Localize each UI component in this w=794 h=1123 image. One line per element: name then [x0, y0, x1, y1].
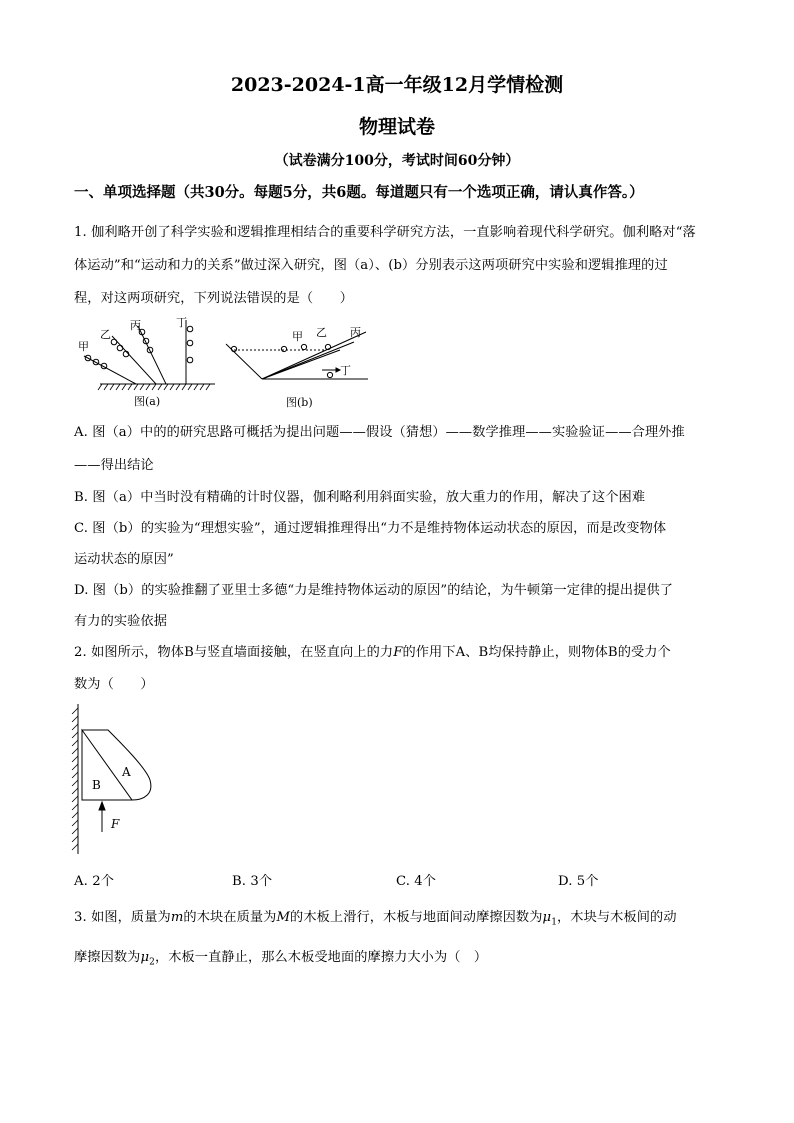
figure-q2	[66, 702, 166, 860]
q1-stem-line1: 1. 伽利略开创了科学实验和逻辑推理相结合的重要科学研究方法，一直影响着现代科学研究。伽利略对“落	[74, 225, 696, 240]
label-force-f: F	[111, 817, 120, 831]
q1-option-d-line2: 有力的实验依据	[74, 614, 168, 629]
q1-option-c-line1: C. 图（b）的实验为“理想实验”，通过逻辑推理得出“力不是维持物体运动状态的原因，而是改变物体	[74, 521, 667, 536]
section-heading: 一、单项选择题（共30分。每题5分，共6题。每道题只有一个选项正确，请认真作答。）	[74, 184, 644, 201]
q3-stem-line2	[74, 946, 487, 968]
q3-mass-M: M	[276, 910, 291, 925]
q1-option-c-line2: 运动状态的原因”	[74, 552, 174, 567]
q2-stem-text-a: 2. 如图所示，物体B与竖直墙面接触，在竖直向上的力	[74, 645, 394, 660]
fig-a-label-jia: 甲	[78, 340, 89, 353]
q3-mu2-sub: 2	[149, 957, 155, 968]
q1-stem-line3: 程，对这两项研究，下列说法错误的是（ ）	[74, 291, 354, 306]
q2-option-d: D. 5个	[558, 874, 599, 889]
q3-mu1-sub: 1	[551, 917, 558, 928]
fig-a-label-yi: 乙	[100, 328, 111, 341]
fig-a-label-bing: 丙	[130, 319, 141, 332]
figure-b	[222, 318, 372, 412]
q2-option-b: B. 3个	[232, 874, 273, 889]
figure-a	[70, 312, 220, 412]
fig-b-caption: 图(b)	[286, 396, 313, 409]
exam-title: 2023-2024-1高一年级12月学情检测	[230, 74, 564, 96]
q3-stem-line1	[74, 906, 677, 928]
q2-option-c: C. 4个	[396, 874, 437, 889]
q3-mass-m: m	[170, 910, 184, 925]
exam-subtitle: 物理试卷	[358, 116, 435, 138]
fig-a-label-ding: 丁	[176, 316, 187, 329]
q1-stem-line2: 体运动”和“运动和力的关系”做过深入研究，图（a）、(b）分别表示这两项研究中实验和逻辑推理的过	[74, 258, 668, 273]
fig-b-label-yi: 乙	[316, 326, 327, 339]
fig-b-label-bing: 丙	[350, 326, 361, 339]
q2-force-symbol: F	[393, 645, 403, 660]
q3-text-4: ，木块与木板间的动	[557, 910, 677, 925]
fig-b-label-jia: 甲	[292, 330, 303, 343]
q1-option-b: B. 图（a）中当时没有精确的计时仪器，伽利略利用斜面实验，放大重力的作用，解决了这个困难	[74, 490, 646, 505]
exam-note: （试卷满分100分，考试时间60分钟）	[274, 153, 520, 169]
q3-text-3: 的木板上滑行，木板与地面间动摩擦因数为	[290, 910, 543, 925]
q2-stem-line1	[74, 641, 671, 660]
q3-text-2: 的木块在质量为	[183, 910, 277, 925]
q3-text-1: 3. 如图，质量为	[74, 910, 171, 925]
q2-stem-text-b: 的作用下A、B均保持静止，则物体B的受力个	[402, 645, 671, 660]
q1-option-d-line1: D. 图（b）的实验推翻了亚里士多德“力是维持物体运动的原因”的结论，为牛顿第一定律的提出提供了	[74, 583, 674, 598]
q1-option-a-line1: A. 图（a）中的的研究思路可概括为提出问题——假设（猜想）——数学推理——实验验证——合理外推	[74, 425, 685, 440]
q2-stem-line2: 数为（ ）	[74, 677, 154, 692]
q3-text-5: 摩擦因数为	[74, 950, 141, 965]
q1-option-a-line2: ——得出结论	[74, 458, 154, 473]
label-block-a: A	[122, 765, 131, 779]
q3-mu1: μ	[542, 910, 552, 925]
fig-a-caption: 图(a)	[134, 395, 161, 408]
fig-b-label-ding: 丁	[340, 364, 351, 377]
label-block-b: B	[92, 778, 101, 792]
q2-option-a: A. 2个	[74, 874, 114, 889]
q3-text-6: ，木板一直静止，那么木板受地面的摩擦力大小为（ ）	[154, 950, 488, 965]
q3-mu2: μ	[140, 950, 150, 965]
